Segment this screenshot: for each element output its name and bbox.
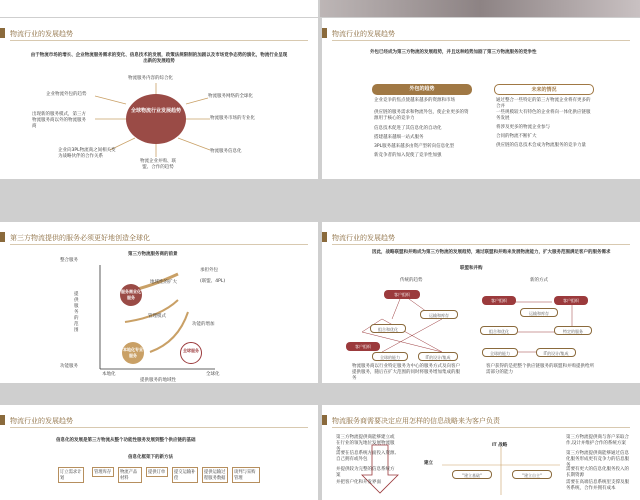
network-lines (322, 222, 640, 383)
chart-title: 第三方物流服务商的前景 (128, 252, 178, 257)
note-text: 管理模式 (148, 314, 166, 319)
x-axis-label: 提供服务的地域性 (140, 378, 176, 383)
top-strip-image (320, 0, 640, 17)
bullet-text: 新竞争者的加入促使了竞争性加强 (374, 153, 442, 158)
bullet-text: 企业竞争的焦点使越来越多的资源和市场 (374, 98, 455, 103)
node: IT的设计/集成 (418, 352, 458, 361)
caption-text: 客户获得的是把整个供应链服务的联盟和并购提供给所需部分的能力 (486, 364, 594, 376)
process-box: 管理库存 (92, 467, 114, 477)
item-text: 企业物流外包的趋势 (46, 92, 87, 97)
node: 运输和库存 (420, 310, 458, 319)
process-box: 订立需求计划 (58, 467, 84, 483)
intro-text: 外包已经成为第三方物流的发展趋势，并且这种趋势加剧了第三方物流服务的竞争性 (370, 50, 537, 55)
positioning-matrix (0, 222, 318, 383)
x-tick: 本地化 (102, 372, 116, 377)
item-text: 物流企业并购、联盟、合作的趋势 (140, 159, 176, 171)
slide-title: 物流行业的发展趋势 (10, 417, 73, 425)
column-header: 新的方式 (530, 278, 548, 283)
intro-text: 由于物流市场的增长、企业物流服务需求的变化、信息技术的发展，政策法规限制的加剧以及市场竞争态势的演化，物流行业呈现出新的发展趋势 (30, 53, 288, 65)
bullet-text: 信息技术促进了其信息化的自动化 (374, 126, 442, 131)
process-box: 谈判与采购管理 (232, 467, 260, 483)
bullet-text: 供应链的信息技术会成为物流服务的竞争力量 (496, 143, 586, 148)
panel-header-left: 外包的趋势 (372, 84, 472, 95)
bullet-text: 需要有更大的信息化服务投入的长期资源 (566, 467, 629, 479)
bullet-text: 并提供较为完整的信息系统方案 (336, 467, 395, 479)
slide-thumbnail-3[interactable] (0, 222, 318, 383)
x-tick: 全球化 (206, 372, 220, 377)
bullet-text: 搭建越来越细一站式服务 (374, 135, 424, 140)
bullet-text: 合同的物流不断扩大 (496, 134, 537, 139)
bullet-text: 将涉及更多的物流企业参与 (496, 125, 550, 130)
section-subtitle: 联盟和并购 (460, 266, 483, 271)
quadrant-label: "建立自主" (512, 470, 552, 479)
note-text: 承担外包 (200, 268, 218, 273)
process-box: 提供订单 (146, 467, 168, 477)
item-text: 物流服务内容的综合化 (128, 76, 173, 81)
node: IT的设计/集成 (536, 348, 576, 357)
slide-thumbnail-5[interactable] (0, 405, 318, 500)
title-marker (322, 28, 327, 38)
node: 组合和优化 (480, 326, 518, 335)
slide-title: 物流行业的发展趋势 (10, 30, 73, 38)
item-text: 物流服务网络的全球化 (208, 94, 253, 99)
item-text: 物流服务市场的专业化 (210, 116, 255, 121)
top-strip-left (0, 0, 318, 17)
bubble: 全球服务 (180, 342, 202, 364)
column-header: 传统的趋势 (400, 278, 423, 283)
item-text: 企业向3PL物流商之间相关变为战略伙伴的合作关系 (58, 148, 116, 160)
node: 客户组织 (482, 296, 516, 305)
item-text: 出现新的服务模式，第三方物流服务商以外的物流服务商 (32, 112, 86, 130)
slide-title: 物流行业的发展趋势 (332, 234, 395, 242)
note-text: (联盟、4PL) (200, 279, 226, 284)
note-text: 地域性的扩大 (150, 280, 177, 285)
node: 客户组织 (346, 342, 380, 351)
process-box: 提供运输过程服务数据 (202, 467, 228, 483)
bullet-text: 一些规模较大有特色的企业将向一体化供应链服务发展 (496, 110, 591, 122)
bullet-text: 第三方物流提供商与客户采取合作,设计并维护合作的系统方案 (566, 435, 629, 447)
intro-text: 因此，战略联盟和并购成为第三方物流的发展趋势，通过联盟和并购来发展物流能力，扩大服务范围满足客户的服务需求 (372, 250, 611, 255)
title-divider (332, 40, 630, 41)
slide-title: 第三方物流提供的服务必须更好地创造全球化 (10, 234, 150, 242)
y-tick: 整合服务 (60, 258, 78, 263)
slide-title: 物流服务商需要决定应用怎样的信息战略来为客户负责 (332, 417, 500, 425)
quadrant-label: "建立基础" (452, 470, 492, 479)
section-subtitle: 信息化框架下的新方法 (128, 455, 173, 460)
bubble: 本地化专业服务 (122, 342, 144, 364)
note-text: 功能的增加 (192, 322, 215, 327)
node: 运输和库存 (520, 308, 558, 317)
slide-title: 物流行业的发展趋势 (332, 30, 395, 38)
it-label: IT 战略 (492, 443, 508, 448)
bullet-text: 第三方物流提供商能够通过信息化服务形成更有竞争力的信息服务 (566, 451, 629, 469)
process-box: 提交运输补偿 (172, 467, 198, 483)
y-axis-label: 提供服务的范围 (74, 292, 79, 334)
title-divider (10, 427, 308, 428)
title-marker (0, 415, 5, 425)
slide-thumbnail-1[interactable] (0, 18, 318, 179)
node: 组合和优化 (370, 324, 406, 333)
connector-lines (0, 18, 318, 179)
axis-label: 建立 (424, 461, 433, 466)
panel-header-right: 未来的情况 (494, 84, 594, 95)
process-box: 物流产品材料 (118, 467, 142, 483)
item-text: 物流服务信息化 (210, 149, 242, 154)
bullet-text: 供应链的服务需求和物流外包，使企业更多的资源用于核心的竞争力 (374, 110, 469, 122)
node: 客户组织 (554, 296, 588, 305)
slide-thumbnail-6[interactable] (322, 405, 640, 500)
intro-text: 信息化的发展是第三方物流从整个功能性服务发展到整个供应链的基础 (56, 438, 196, 443)
bullet-text: 通过整合一些特定的第三方物流企业将有更多的合并 (496, 98, 591, 110)
node: 全球的能力 (482, 348, 518, 357)
center-bubble: 全球物流行业发展趋势 (126, 94, 186, 144)
bullet-text: 3PL服务越来越多由资产型转向信息化型 (374, 144, 455, 149)
bullet-text: 并把客户化和开发界面 (336, 480, 381, 485)
slide-thumbnail-2[interactable] (322, 18, 640, 179)
bubble: 服务商业化服务 (120, 284, 142, 306)
bullet-text: 第三方物流提供商能够建立或在行业的领先地位发展物流服务 (336, 435, 395, 453)
node: 客户组织 (384, 290, 420, 299)
node: 全球的能力 (372, 352, 408, 361)
y-tick: 功能服务 (60, 364, 78, 369)
node: 特定的服务 (554, 326, 592, 335)
bullet-text: 需要在高端信息系统里支撑及服务系统，合作并拥有成本 (566, 480, 629, 492)
bullet-text: 需要在信息系统方面投入资源,自己拥有或外包 (336, 451, 396, 463)
caption-text: 物流服务商以行业特定服务为中心的服务方式及向客户提供服务，随后在扩大范围的同时将服务增加集成的服务 (352, 364, 460, 382)
slide-thumbnail-4[interactable] (322, 222, 640, 383)
